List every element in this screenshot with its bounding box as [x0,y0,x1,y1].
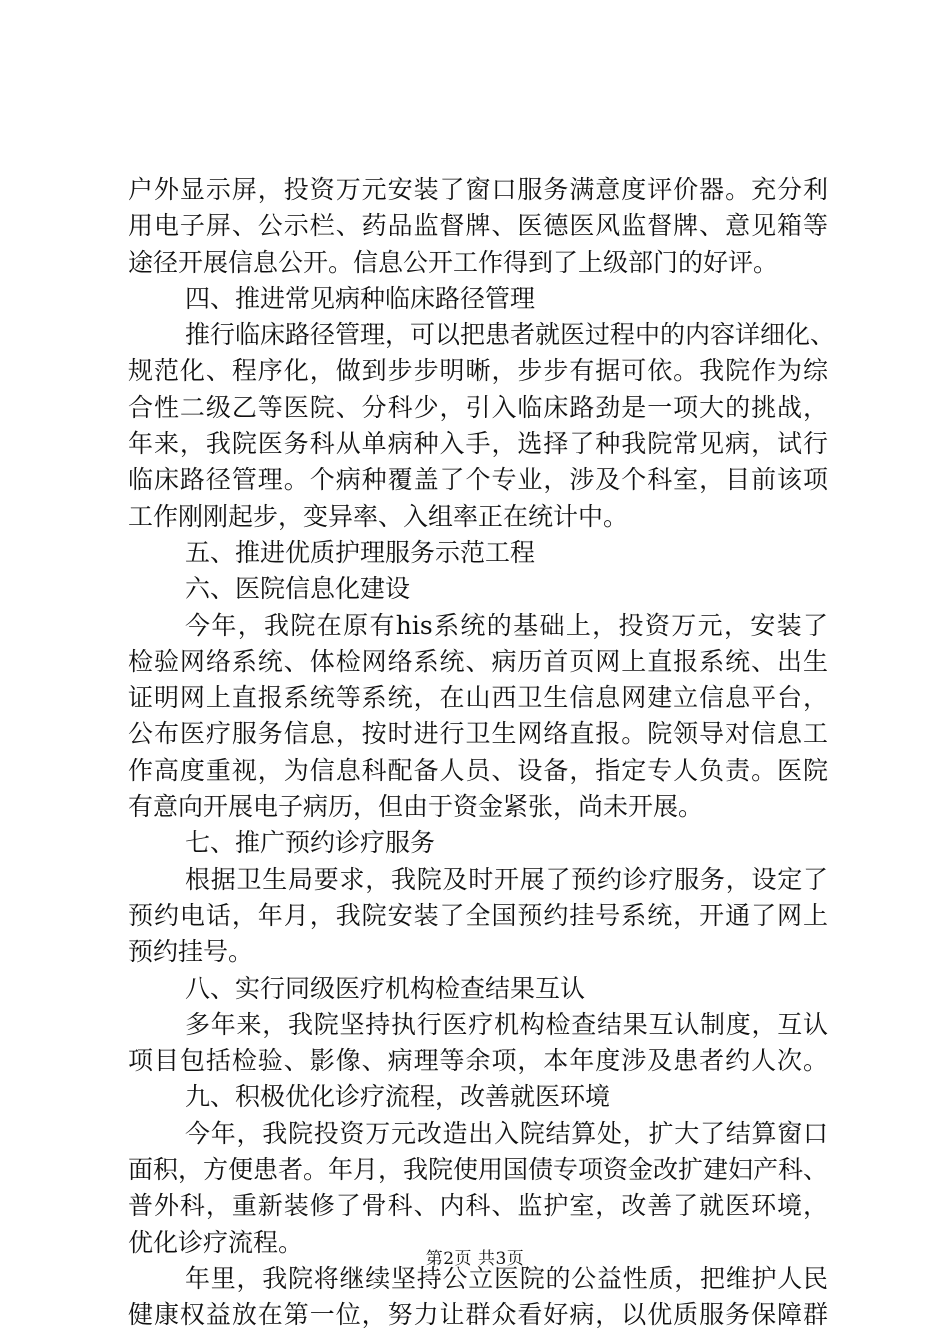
text-line: 公布医疗服务信息，按时进行卫生网络直报。院领导对信息工 [128,719,828,749]
text-line: 作高度重视，为信息科配备人员、设备，指定专人负责。医院 [128,755,828,785]
text-line: 健康权益放在第一位，努力让群众看好病，以优质服务保障群 [128,1300,828,1330]
text-line: 今年，我院投资万元改造出入院结算处，扩大了结算窗口 [185,1118,828,1148]
section-heading: 四、推进常见病种临床路径管理 [185,283,536,313]
text-line: 面积，方便患者。年月，我院使用国债专项资金改扩建妇产科、 [128,1155,829,1185]
text-line: 用电子屏、公示栏、药品监督牌、医德医风监督牌、意见箱等 [128,211,828,241]
text-line: 工作刚刚起步，变异率、入组率正在统计中。 [128,501,629,531]
text-line: 年来，我院医务科从单病种入手，选择了种我院常见病，试行 [128,429,828,459]
text-line: 根据卫生局要求，我院及时开展了预约诊疗服务，设定了 [185,864,828,894]
section-heading: 五、推进优质护理服务示范工程 [185,537,536,567]
text-line: 优化诊疗流程。 [128,1227,304,1257]
text-line: 多年来，我院坚持执行医疗机构检查结果互认制度，互认 [185,1009,828,1039]
text-line: 年里，我院将继续坚持公立医院的公益性质，把维护人民 [185,1263,828,1293]
text-line: 项目包括检验、影像、病理等余项，本年度涉及患者约人次。 [128,1046,828,1076]
section-heading: 六、医院信息化建设 [185,574,411,604]
text-line: 合性二级乙等医院、分科少，引入临床路劲是一项大的挑战， [128,392,828,422]
section-heading: 九、积极优化诊疗流程，改善就医环境 [185,1082,611,1112]
text-line: 预约挂号。 [128,937,254,967]
text-line: 途径开展信息公开。信息公开工作得到了上级部门的好评。 [128,247,779,277]
section-heading: 八、实行同级医疗机构检查结果互认 [185,973,586,1003]
text-line: 检验网络系统、体检网络系统、病历首页网上直报系统、出生 [128,646,828,676]
page-footer: 第2页 共3页 [425,1249,525,1269]
text-line: 证明网上直报系统等系统，在山西卫生信息网建立信息平台， [128,683,828,713]
text-line: 推行临床路径管理，可以把患者就医过程中的内容详细化、 [185,320,836,350]
text-line: 普外科，重新装修了骨科、内科、监护室，改善了就医环境， [128,1191,828,1221]
document-body [128,172,836,1334]
text-line: 预约电话，年月，我院安装了全国预约挂号系统，开通了网上 [128,900,828,930]
text-line: 今年，我院在原有his系统的基础上，投资万元，安装了 [185,610,828,640]
text-line: 临床路径管理。个病种覆盖了个专业，涉及个科室，目前该项 [128,465,828,495]
text-line: 户外显示屏，投资万元安装了窗口服务满意度评价器。充分利 [128,175,828,204]
text-line: 规范化、程序化，做到步步明晰，步步有据可依。我院作为综 [128,356,828,386]
text-line: 有意向开展电子病历，但由于资金紧张，尚未开展。 [128,792,704,822]
section-heading: 七、推广预约诊疗服务 [185,828,436,858]
